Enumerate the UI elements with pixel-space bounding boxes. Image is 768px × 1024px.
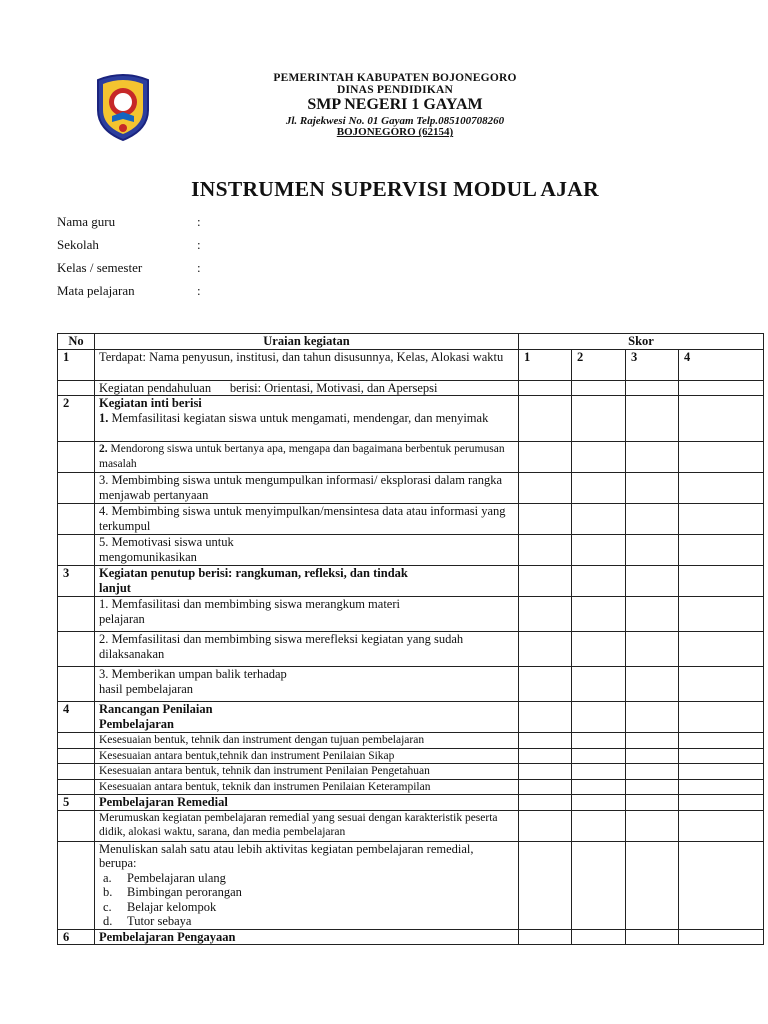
item-text: Mendorong siswa untuk bertanya apa, mengapa dan bagaimana berbentuk perumusan masalah bbox=[99, 443, 505, 470]
score-cell[interactable] bbox=[679, 632, 764, 667]
score-cell[interactable] bbox=[679, 566, 764, 597]
row-text: Kesesuaian antara bentuk, tehnik dan instrument Penilaian Pengetahuan bbox=[95, 764, 519, 780]
score-cell[interactable] bbox=[679, 764, 764, 780]
field-kelas-semester bbox=[57, 260, 201, 283]
table-row bbox=[58, 504, 764, 535]
score-cell[interactable] bbox=[626, 504, 679, 535]
section-title: Kegiatan inti berisi bbox=[99, 396, 202, 410]
table-row bbox=[58, 442, 764, 473]
score-cell[interactable] bbox=[572, 535, 626, 566]
row-text bbox=[95, 396, 519, 442]
school-name: SMP NEGERI 1 GAYAM bbox=[307, 96, 483, 114]
score-cell[interactable] bbox=[626, 566, 679, 597]
field-colon: : bbox=[197, 283, 201, 298]
row-number: 2 bbox=[58, 396, 95, 442]
school-city: BOJONEGORO (62154) bbox=[336, 126, 454, 139]
table-row bbox=[58, 473, 764, 504]
score-cell[interactable] bbox=[626, 632, 679, 667]
score-cell[interactable] bbox=[679, 779, 764, 795]
row-text: 3. Memberikan umpan balik terhadap hasil pembelajaran bbox=[95, 667, 519, 702]
score-cell[interactable] bbox=[572, 504, 626, 535]
header-skor: Skor bbox=[519, 334, 764, 350]
remedial-activity-list bbox=[99, 871, 514, 929]
score-cell[interactable] bbox=[626, 929, 679, 945]
section-title: Pembelajaran Pengayaan bbox=[95, 929, 519, 945]
row-number: 1 bbox=[58, 349, 95, 380]
table-row bbox=[58, 748, 764, 764]
score-cell[interactable] bbox=[679, 702, 764, 733]
row-text: Kesesuaian antara bentuk, teknik dan instrumen Penilaian Keterampilan bbox=[95, 779, 519, 795]
score-cell[interactable] bbox=[626, 667, 679, 702]
field-label: Sekolah bbox=[57, 237, 99, 252]
row-text bbox=[95, 841, 519, 929]
score-cell[interactable] bbox=[519, 841, 572, 929]
score-cell[interactable] bbox=[519, 566, 572, 597]
score-cell[interactable] bbox=[572, 929, 626, 945]
row-number: 6 bbox=[58, 929, 95, 945]
score-cell[interactable] bbox=[519, 795, 572, 811]
table-row bbox=[58, 764, 764, 780]
item-number: 1. bbox=[99, 410, 109, 425]
row-text: Terdapat: Nama penyusun, institusi, dan tahun disusunnya, Kelas, Alokasi waktu bbox=[95, 349, 519, 380]
row-text: 2. Memfasilitasi dan membimbing siswa merefleksi kegiatan yang sudah dilaksanakan bbox=[95, 632, 519, 667]
score-cell[interactable] bbox=[626, 779, 679, 795]
score-cell[interactable] bbox=[519, 667, 572, 702]
score-cell[interactable] bbox=[572, 810, 626, 841]
score-cell[interactable] bbox=[572, 473, 626, 504]
score-cell[interactable] bbox=[626, 702, 679, 733]
score-cell[interactable] bbox=[679, 810, 764, 841]
score-cell[interactable] bbox=[626, 473, 679, 504]
score-cell[interactable] bbox=[679, 597, 764, 632]
table-header-row bbox=[58, 334, 764, 350]
row-text: 4. Membimbing siswa untuk menyimpulkan/mensintesa data atau informasi yang terkumpul bbox=[95, 504, 519, 535]
score-cell[interactable] bbox=[626, 810, 679, 841]
score-cell[interactable] bbox=[572, 702, 626, 733]
table-row bbox=[58, 597, 764, 632]
table-row bbox=[58, 841, 764, 929]
field-label: Mata pelajaran bbox=[57, 283, 135, 298]
score-cell[interactable] bbox=[572, 733, 626, 749]
document-title: INSTRUMEN SUPERVISI MODUL AJAR bbox=[191, 177, 599, 201]
field-colon: : bbox=[197, 237, 201, 252]
row-number: 4 bbox=[58, 702, 95, 733]
item-text: Memfasilitasi kegiatan siswa untuk mengamati, mendengar, dan menyimak bbox=[111, 410, 489, 425]
score-cell[interactable] bbox=[679, 929, 764, 945]
score-cell[interactable] bbox=[626, 396, 679, 442]
score-cell[interactable] bbox=[626, 841, 679, 929]
score-cell[interactable] bbox=[572, 597, 626, 632]
identity-fields bbox=[57, 214, 201, 306]
list-item: c. Belajar kelompok bbox=[103, 899, 217, 914]
table-row bbox=[58, 810, 764, 841]
row-text: 5. Memotivasi siswa untuk mengomunikasikan bbox=[95, 535, 519, 566]
score-cell[interactable] bbox=[572, 667, 626, 702]
score-cell[interactable] bbox=[626, 442, 679, 473]
field-sekolah bbox=[57, 237, 201, 260]
row-text: Kesesuaian antara bentuk,tehnik dan instrument Penilaian Sikap bbox=[95, 748, 519, 764]
field-colon: : bbox=[197, 214, 201, 229]
row-text: 1. Memfasilitasi dan membimbing siswa merangkum materi pelajaran bbox=[95, 597, 519, 632]
section-title: Kegiatan penutup berisi: rangkuman, refleksi, dan tindak lanjut bbox=[95, 566, 519, 597]
row-text: 3. Membimbing siswa untuk mengumpulkan informasi/ eksplorasi dalam rangka menjawab pertanyaan bbox=[95, 473, 519, 504]
score-label-1: 1 bbox=[519, 349, 572, 380]
table-row bbox=[58, 380, 764, 396]
table-row bbox=[58, 929, 764, 945]
score-cell[interactable] bbox=[626, 795, 679, 811]
field-colon: : bbox=[197, 260, 201, 275]
score-cell[interactable] bbox=[572, 632, 626, 667]
table-row bbox=[58, 702, 764, 733]
score-cell[interactable] bbox=[572, 841, 626, 929]
score-cell[interactable] bbox=[519, 380, 572, 396]
section-title: Pembelajaran Remedial bbox=[95, 795, 519, 811]
score-cell[interactable] bbox=[679, 795, 764, 811]
field-mata-pelajaran bbox=[57, 283, 201, 306]
header-uraian: Uraian kegiatan bbox=[95, 334, 519, 350]
letterhead bbox=[200, 72, 590, 139]
score-cell[interactable] bbox=[519, 779, 572, 795]
score-label-4: 4 bbox=[679, 349, 764, 380]
score-cell[interactable] bbox=[679, 380, 764, 396]
school-logo bbox=[88, 72, 158, 142]
score-cell[interactable] bbox=[626, 748, 679, 764]
score-cell[interactable] bbox=[679, 442, 764, 473]
score-cell[interactable] bbox=[519, 396, 572, 442]
score-cell[interactable] bbox=[626, 733, 679, 749]
score-cell[interactable] bbox=[519, 733, 572, 749]
score-cell[interactable] bbox=[572, 795, 626, 811]
score-cell[interactable] bbox=[572, 380, 626, 396]
score-cell[interactable] bbox=[519, 929, 572, 945]
score-cell[interactable] bbox=[572, 396, 626, 442]
score-cell[interactable] bbox=[519, 764, 572, 780]
score-cell[interactable] bbox=[679, 396, 764, 442]
table-row bbox=[58, 396, 764, 442]
field-nama-guru bbox=[57, 214, 201, 237]
score-cell[interactable] bbox=[626, 764, 679, 780]
score-cell[interactable] bbox=[519, 632, 572, 667]
table-row bbox=[58, 535, 764, 566]
government-line: PEMERINTAH KABUPATEN BOJONEGORO bbox=[273, 72, 517, 84]
score-cell[interactable] bbox=[626, 380, 679, 396]
score-cell[interactable] bbox=[679, 748, 764, 764]
score-cell[interactable] bbox=[519, 442, 572, 473]
row-text: Kesesuaian bentuk, tehnik dan instrument dengan tujuan pembelajaran bbox=[95, 733, 519, 749]
table-row bbox=[58, 632, 764, 667]
score-cell[interactable] bbox=[519, 597, 572, 632]
score-cell[interactable] bbox=[572, 779, 626, 795]
item-number: 2. bbox=[99, 443, 108, 455]
score-cell[interactable] bbox=[626, 597, 679, 632]
score-cell[interactable] bbox=[679, 733, 764, 749]
score-cell[interactable] bbox=[519, 810, 572, 841]
row-text bbox=[95, 442, 519, 473]
row-text: Kegiatan pendahuluan berisi: Orientasi, Motivasi, dan Apersepsi bbox=[95, 380, 519, 396]
score-cell[interactable] bbox=[572, 748, 626, 764]
field-label: Nama guru bbox=[57, 214, 116, 229]
row-number: 5 bbox=[58, 795, 95, 811]
table-row bbox=[58, 349, 764, 380]
row-number: 3 bbox=[58, 566, 95, 597]
score-cell[interactable] bbox=[572, 442, 626, 473]
score-cell[interactable] bbox=[519, 535, 572, 566]
list-item: d. Tutor sebaya bbox=[103, 914, 192, 928]
table-row bbox=[58, 779, 764, 795]
section-title: Rancangan Penilaian Pembelajaran bbox=[95, 702, 519, 733]
supervision-table bbox=[57, 333, 764, 945]
score-cell[interactable] bbox=[519, 748, 572, 764]
score-cell[interactable] bbox=[679, 841, 764, 929]
header-no: No bbox=[58, 334, 95, 350]
item-text: Menuliskan salah satu atau lebih aktivitas kegiatan pembelajaran remedial, berupa: bbox=[99, 841, 474, 870]
score-cell[interactable] bbox=[519, 473, 572, 504]
row-text: Merumuskan kegiatan pembelajaran remedial yang sesuai dengan karakteristik peserta didik, alokasi waktu, sarana, dan media pembelajaran bbox=[95, 810, 519, 841]
field-label: Kelas / semester bbox=[57, 260, 143, 275]
score-cell[interactable] bbox=[519, 504, 572, 535]
table-row bbox=[58, 795, 764, 811]
score-cell[interactable] bbox=[679, 504, 764, 535]
table-row bbox=[58, 566, 764, 597]
score-cell[interactable] bbox=[519, 702, 572, 733]
score-cell[interactable] bbox=[572, 566, 626, 597]
department-line: DINAS PENDIDIKAN bbox=[337, 84, 453, 97]
score-label-2: 2 bbox=[572, 349, 626, 380]
table-row bbox=[58, 733, 764, 749]
list-item: a. Pembelajaran ulang bbox=[103, 870, 226, 885]
score-cell[interactable] bbox=[679, 473, 764, 504]
score-cell[interactable] bbox=[626, 535, 679, 566]
school-address: Jl. Rajekwesi No. 01 Gayam Telp.085100708260 bbox=[285, 114, 505, 127]
score-cell[interactable] bbox=[679, 535, 764, 566]
score-label-3: 3 bbox=[626, 349, 679, 380]
table-row bbox=[58, 667, 764, 702]
score-cell[interactable] bbox=[679, 667, 764, 702]
list-item: b. Bimbingan perorangan bbox=[103, 885, 242, 899]
score-cell[interactable] bbox=[572, 764, 626, 780]
